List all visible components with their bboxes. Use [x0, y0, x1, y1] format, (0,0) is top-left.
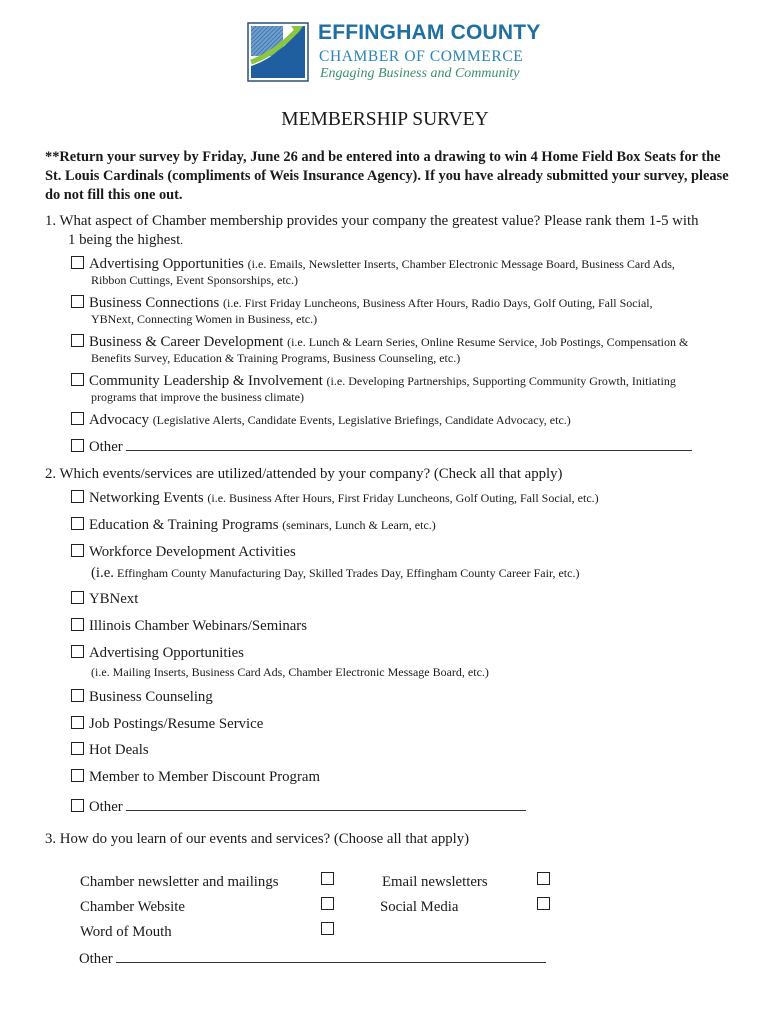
q2-option-label: Member to Member Discount Program — [89, 769, 320, 785]
q1-option-label: Business & Career Development — [89, 334, 284, 350]
q3-option-email-newsletters: Email newsletters — [382, 874, 488, 890]
q1-option-label: Advertising Opportunities — [89, 256, 244, 272]
checkbox[interactable] — [321, 922, 334, 935]
q2-option-ybnext — [71, 591, 138, 608]
q1-question-cont — [68, 232, 183, 249]
q1-option-advocacy — [71, 412, 571, 429]
q1-option-label: Business Connections — [89, 295, 220, 311]
q3-option-word-of-mouth: Word of Mouth — [80, 924, 172, 940]
q2-option-job-postings — [71, 716, 263, 733]
q3-other-label: Other — [79, 951, 113, 967]
checkbox[interactable] — [321, 897, 334, 910]
q2-option-detail-cont — [91, 565, 579, 582]
q2-option-networking — [71, 490, 599, 507]
checkbox[interactable] — [71, 373, 84, 386]
q2-option-detail-cont: (i.e. Mailing Inserts, Business Card Ads, Chamber Electronic Message Board, etc.) — [91, 665, 489, 679]
checkbox[interactable] — [71, 334, 84, 347]
q2-option-label: Job Postings/Resume Service — [89, 716, 264, 732]
checkbox[interactable] — [71, 256, 84, 269]
q1-option-label: Advocacy — [89, 412, 149, 428]
q2-option-detail: (seminars, Lunch & Learn, etc.) — [282, 518, 436, 532]
q1-question-line1: 1. What aspect of Chamber membership provides your company the greatest value? Please rank them 1-5 with — [45, 213, 699, 229]
q3-option-other — [79, 948, 546, 968]
q1-option-label: Other — [89, 439, 123, 455]
checkbox[interactable] — [71, 490, 84, 503]
checkbox[interactable] — [71, 799, 84, 812]
q1-option-detail: (i.e. First Friday Luncheons, Business After Hours, Radio Days, Golf Outing, Fall Social, — [223, 296, 653, 310]
q3-option-social-media: Social Media — [380, 899, 459, 915]
q1-option-detail: (i.e. Developing Partnerships, Supporting Community Growth, Initiating — [326, 374, 676, 388]
q2-option-advertising — [71, 645, 244, 662]
q2-option-other — [71, 796, 526, 816]
intro-paragraph: **Return your survey by Friday, June 26 and be entered into a drawing to win 4 Home Field Box Seats for the St. Louis Cardinals (compliments of Weis Insurance Agency). If you have already submitted your survey, please do not fill this one out. — [45, 149, 729, 203]
survey-title: MEMBERSHIP SURVEY — [281, 109, 489, 130]
q2-option-detail: (i.e. Business After Hours, First Friday Luncheons, Golf Outing, Fall Social, etc.) — [207, 491, 599, 505]
q2-option-label: Other — [89, 799, 123, 815]
checkbox[interactable] — [71, 544, 84, 557]
q1-option-detail-cont: Ribbon Cuttings, Event Sponsorships, etc.) — [91, 273, 298, 287]
q1-question-period: . — [180, 235, 183, 247]
q1-option-career-development — [71, 334, 688, 351]
q1-question-line2: 1 being the highest — [68, 232, 181, 248]
q1-option-detail-cont: programs that improve the business climate) — [91, 390, 304, 404]
q2-option-label: Illinois Chamber Webinars/Seminars — [89, 618, 307, 634]
checkbox[interactable] — [71, 591, 84, 604]
q2-option-label: Networking Events — [89, 490, 204, 506]
checkbox[interactable] — [71, 689, 84, 702]
q2-option-hot-deals — [71, 742, 149, 759]
q2-option-label: Advertising Opportunities — [89, 645, 244, 661]
q1-option-advertising — [71, 256, 675, 273]
q1-option-detail-cont: Benefits Survey, Education & Training Programs, Business Counseling, etc.) — [91, 351, 461, 365]
q2-option-label: Education & Training Programs — [89, 517, 279, 533]
checkbox[interactable] — [321, 872, 334, 885]
q2-option-detail-text: Effingham County Manufacturing Day, Skilled Trades Day, Effingham County Career Fair, etc.) — [117, 566, 580, 580]
q1-option-business-connections — [71, 295, 653, 312]
checkbox[interactable] — [71, 716, 84, 729]
q1-option-label: Community Leadership & Involvement — [89, 373, 323, 389]
checkbox[interactable] — [537, 872, 550, 885]
q2-other-line[interactable] — [126, 796, 526, 811]
q1-option-detail-cont: YBNext, Connecting Women in Business, etc.) — [91, 312, 318, 326]
org-subtitle: CHAMBER OF COMMERCE — [319, 48, 524, 65]
q3-option-newsletter-mailings: Chamber newsletter and mailings — [80, 874, 279, 890]
org-tagline: Engaging Business and Community — [320, 66, 520, 81]
checkbox[interactable] — [537, 897, 550, 910]
checkbox[interactable] — [71, 645, 84, 658]
checkbox[interactable] — [71, 439, 84, 452]
q1-option-detail: (i.e. Lunch & Learn Series, Online Resume Service, Job Postings, Compensation & — [287, 335, 689, 349]
q2-option-member-discount — [71, 769, 320, 786]
q2-option-business-counseling — [71, 689, 213, 706]
checkbox[interactable] — [71, 517, 84, 530]
checkbox[interactable] — [71, 742, 84, 755]
checkbox[interactable] — [71, 769, 84, 782]
q3-other-line[interactable] — [116, 948, 546, 963]
q2-option-education — [71, 517, 436, 534]
q2-option-detail-prefix: (i.e. — [91, 565, 115, 581]
q2-option-illinois-webinars — [71, 618, 307, 635]
q1-option-detail: (Legislative Alerts, Candidate Events, Legislative Briefings, Candidate Advocacy, etc.) — [152, 413, 571, 427]
chamber-logo-icon — [247, 22, 309, 82]
checkbox[interactable] — [71, 618, 84, 631]
q2-option-label: Workforce Development Activities — [89, 544, 296, 560]
q2-question: 2. Which events/services are utilized/attended by your company? (Check all that apply) — [45, 466, 563, 482]
q1-option-community-leadership — [71, 373, 676, 390]
q2-option-label: YBNext — [89, 591, 139, 607]
org-name: EFFINGHAM COUNTY — [318, 21, 541, 44]
q3-option-chamber-website: Chamber Website — [80, 899, 185, 915]
checkbox[interactable] — [71, 295, 84, 308]
q1-option-detail: (i.e. Emails, Newsletter Inserts, Chamber Electronic Message Board, Business Card Ads, — [247, 257, 675, 271]
q2-option-workforce — [71, 544, 296, 561]
q1-option-other — [71, 436, 692, 456]
q2-option-label: Business Counseling — [89, 689, 213, 705]
q1-question — [45, 213, 698, 230]
q1-other-line[interactable] — [126, 436, 692, 451]
checkbox[interactable] — [71, 412, 84, 425]
q2-option-label: Hot Deals — [89, 742, 149, 758]
q3-question: 3. How do you learn of our events and services? (Choose all that apply) — [45, 831, 470, 847]
